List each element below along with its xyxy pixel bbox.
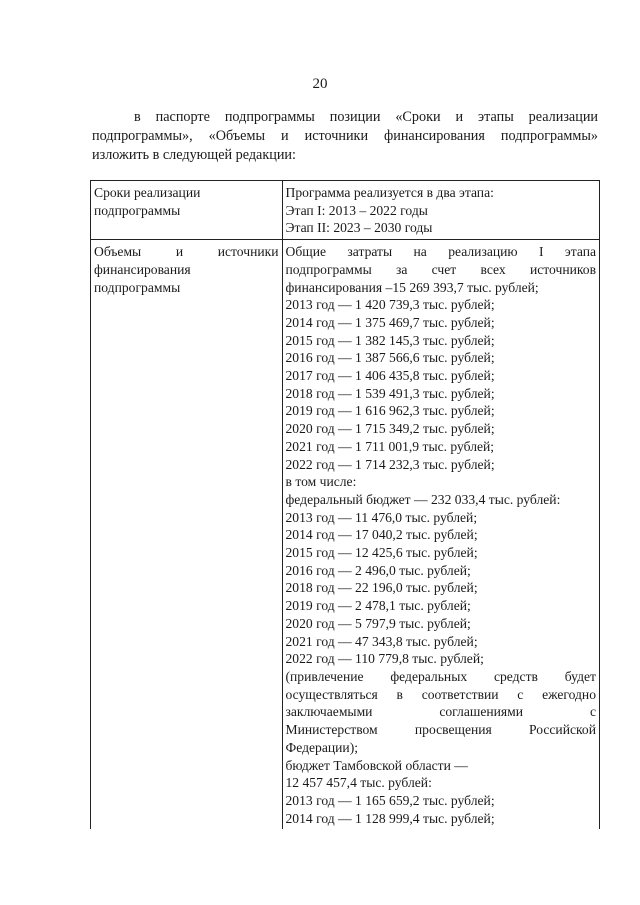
value-line: Этап I: 2013 – 2022 годы [285, 202, 428, 218]
intro-line: подпрограммы», «Объемы и источники финансирования подпрограммы» [92, 128, 598, 144]
intro-line: изложить в следующей редакции: [92, 147, 296, 163]
value-line: 2013 год — 1 420 739,3 тыс. рублей; [285, 297, 495, 313]
value-line: 2021 год — 1 711 001,9 тыс. рублей; [285, 438, 495, 454]
label-line: подпрограммы [94, 279, 181, 295]
value-line: 2021 год — 47 343,8 тыс. рублей; [285, 633, 478, 649]
value-line: 2014 год — 1 375 469,7 тыс. рублей; [285, 314, 495, 330]
row-value-terms [282, 181, 600, 240]
value-line: 2014 год — 17 040,2 тыс. рублей; [285, 527, 478, 543]
label-line: Сроки реализации [94, 185, 201, 200]
value-line: Программа реализуется в два этапа: [285, 185, 494, 200]
passport-table [90, 180, 600, 829]
label-line: Объемы и источники [94, 244, 279, 260]
table-row-terms [91, 181, 600, 240]
row-label-terms [91, 181, 283, 240]
table-row-financing [91, 240, 600, 830]
value-line: подпрограммы за счет всех источников [285, 261, 596, 277]
value-line: 2018 год — 22 196,0 тыс. рублей; [285, 580, 478, 596]
value-line: 12 457 457,4 тыс. рублей: [285, 775, 432, 791]
value-line: 2020 год — 5 797,9 тыс. рублей; [285, 615, 471, 631]
row-value-financing [282, 240, 600, 830]
value-line: 2019 год — 2 478,1 тыс. рублей; [285, 598, 471, 614]
value-line: заключаемыми соглашениями с [285, 704, 596, 720]
value-line: осуществляться в соответствии с ежегодно [285, 686, 596, 702]
value-line: Общие затраты на реализацию I этапа [285, 244, 596, 260]
value-line: 2014 год — 1 128 999,4 тыс. рублей; [285, 810, 495, 826]
intro-line: в паспорте подпрограммы позиции «Сроки и этапы реализации [134, 109, 598, 125]
label-line: подпрограммы [94, 202, 181, 218]
intro-paragraph [92, 108, 598, 165]
value-line: 2019 год — 1 616 962,3 тыс. рублей; [285, 403, 495, 419]
value-line: 2022 год — 1 714 232,3 тыс. рублей; [285, 456, 495, 472]
row-label-financing [91, 240, 283, 830]
value-line: в том числе: [285, 474, 357, 490]
value-line: 2018 год — 1 539 491,3 тыс. рублей; [285, 385, 495, 401]
value-line: 2013 год — 1 165 659,2 тыс. рублей; [285, 792, 495, 808]
value-line: 2015 год — 1 382 145,3 тыс. рублей; [285, 332, 495, 348]
value-line: Этап II: 2023 – 2030 годы [285, 220, 433, 236]
value-line: федеральный бюджет — 232 033,4 тыс. рублей: [285, 491, 561, 507]
page-number: 20 [312, 76, 328, 92]
value-line: 2015 год — 12 425,6 тыс. рублей; [285, 545, 478, 561]
label-line: финансирования [94, 261, 191, 277]
value-line: 2013 год — 11 476,0 тыс. рублей; [285, 509, 478, 525]
value-line: 2020 год — 1 715 349,2 тыс. рублей; [285, 421, 495, 437]
value-line: 2017 год — 1 406 435,8 тыс. рублей; [285, 368, 495, 384]
value-line: (привлечение федеральных средств будет [285, 668, 596, 684]
value-line: 2016 год — 1 387 566,6 тыс. рублей; [285, 350, 495, 366]
value-line: бюджет Тамбовской области — [285, 757, 468, 773]
value-line: Федерации); [285, 739, 359, 755]
value-line: 2016 год — 2 496,0 тыс. рублей; [285, 562, 471, 578]
value-line: финансирования –15 269 393,7 тыс. рублей; [285, 279, 539, 295]
value-line: Министерством просвещения Российской [285, 722, 596, 738]
value-line: 2022 год — 110 779,8 тыс. рублей; [285, 651, 484, 667]
